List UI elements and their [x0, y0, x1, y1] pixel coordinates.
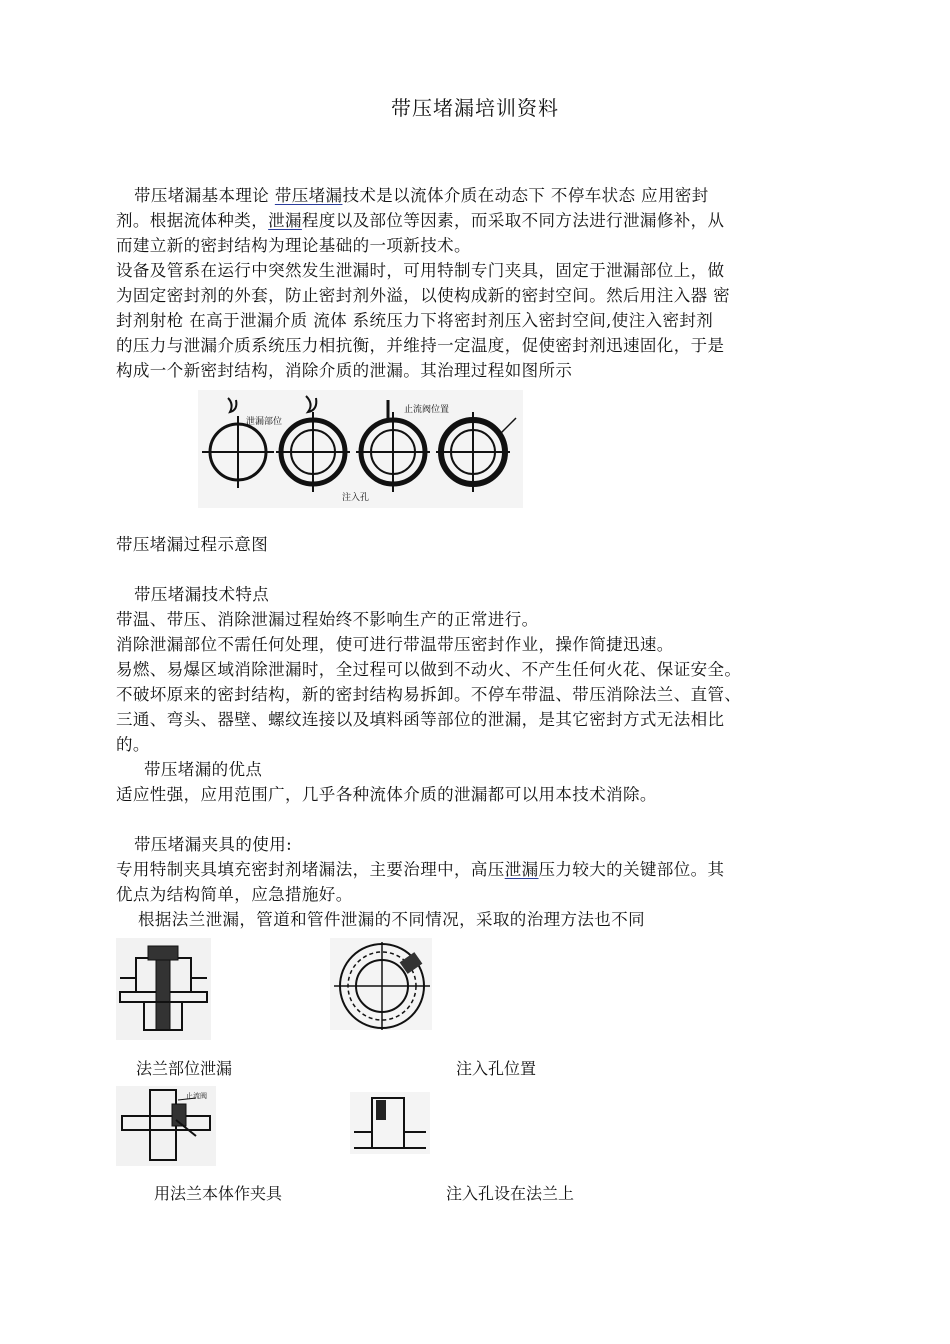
clamp-text: 压力较大的关键部位。其 [538, 860, 725, 879]
feature-line-4: 不破坏原来的密封结构，新的密封结构易拆卸。不停车带温、带压消除法兰、直管、 [116, 685, 742, 704]
feature-line-2: 消除泄漏部位不需任何处理，使可进行带温带压密封作业，操作简捷迅速。 [116, 635, 674, 654]
label-stop-valve: 止流阀位置 [404, 405, 450, 415]
keyword-link[interactable]: 泄漏 [268, 211, 302, 230]
intro-text: 技术是以流体介质在动态下 不停车状态 应用密封 [342, 186, 709, 205]
process-diagram [198, 390, 523, 508]
feature-line-6: 的。 [116, 735, 150, 754]
clamp-text: 专用特制夹具填充密封剂堵漏法，主要治理中，高压 [116, 860, 505, 879]
label-stop-valve-small: 止流阀 [186, 1092, 207, 1100]
intro-heading: 带压堵漏基本理论 [134, 186, 275, 205]
flange-leak-figure [116, 938, 211, 1040]
advantages-heading: 带压堵漏的优点 [144, 760, 263, 779]
intro-line-1 [116, 183, 816, 208]
caption-flange-clamp: 用法兰本体作夹具 [154, 1184, 283, 1203]
clamp-line-1 [116, 857, 816, 882]
figure-caption: 带压堵漏过程示意图 [116, 535, 269, 554]
clamp-line-3: 根据法兰泄漏，管道和管件泄漏的不同情况，采取的治理方法也不同 [138, 910, 645, 929]
document-title: 带压堵漏培训资料 [391, 96, 559, 120]
intro-line-6: 封剂射枪 在高于泄漏介质 流体 系统压力下将密封剂压入密封空间,使注入密封剂 [116, 311, 714, 330]
feature-line-3: 易燃、易爆区域消除泄漏时，全过程可以做到不动火、不产生任何火花、保证安全。 [116, 660, 742, 679]
advantage-line-1: 适应性强，应用范围广，几乎各种流体介质的泄漏都可以用本技术消除。 [116, 785, 657, 804]
label-injection-hole: 注入孔 [342, 493, 370, 503]
clamp-line-2: 优点为结构简单，应急措施好。 [116, 885, 353, 904]
intro-text: 程度以及部位等因素，而采取不同方法进行泄漏修补，从 [301, 211, 725, 230]
feature-line-1: 带温、带压、消除泄漏过程始终不影响生产的正常进行。 [116, 610, 539, 629]
intro-text: 剂。根据流体种类， [116, 211, 269, 230]
caption-injection-hole: 注入孔位置 [456, 1059, 537, 1078]
feature-line-5: 三通、弯头、器壁、螺纹连接以及填料函等部位的泄漏，是其它密封方式无法相比 [116, 710, 725, 729]
intro-line-2 [116, 208, 816, 233]
injection-hole-figure [330, 938, 432, 1030]
intro-line-8: 构成一个新密封结构，消除介质的泄漏。其治理过程如图所示 [116, 361, 573, 380]
label-leak-point: 泄漏部位 [246, 417, 283, 427]
keyword-link[interactable]: 带压堵漏 [274, 186, 343, 205]
intro-line-4: 设备及管系在运行中突然发生泄漏时，可用特制专门夹具，固定于泄漏部位上，做 [116, 261, 725, 280]
caption-flange-injection: 注入孔设在法兰上 [446, 1184, 575, 1203]
intro-line-7: 的压力与泄漏介质系统压力相抗衡，并维持一定温度，促使密封剂迅速固化，于是 [116, 336, 725, 355]
caption-flange-leak: 法兰部位泄漏 [136, 1059, 233, 1078]
intro-line-3: 而建立新的密封结构为理论基础的一项新技术。 [116, 236, 471, 255]
features-heading: 带压堵漏技术特点 [134, 585, 270, 604]
intro-line-5: 为固定密封剂的外套，防止密封剂外溢，以使构成新的密封空间。然后用注入器 密 [116, 286, 731, 305]
flange-injection-figure [350, 1092, 430, 1154]
flange-clamp-figure [116, 1086, 216, 1166]
keyword-link[interactable]: 泄漏 [504, 860, 539, 879]
clamp-heading: 带压堵漏夹具的使用: [134, 835, 293, 854]
